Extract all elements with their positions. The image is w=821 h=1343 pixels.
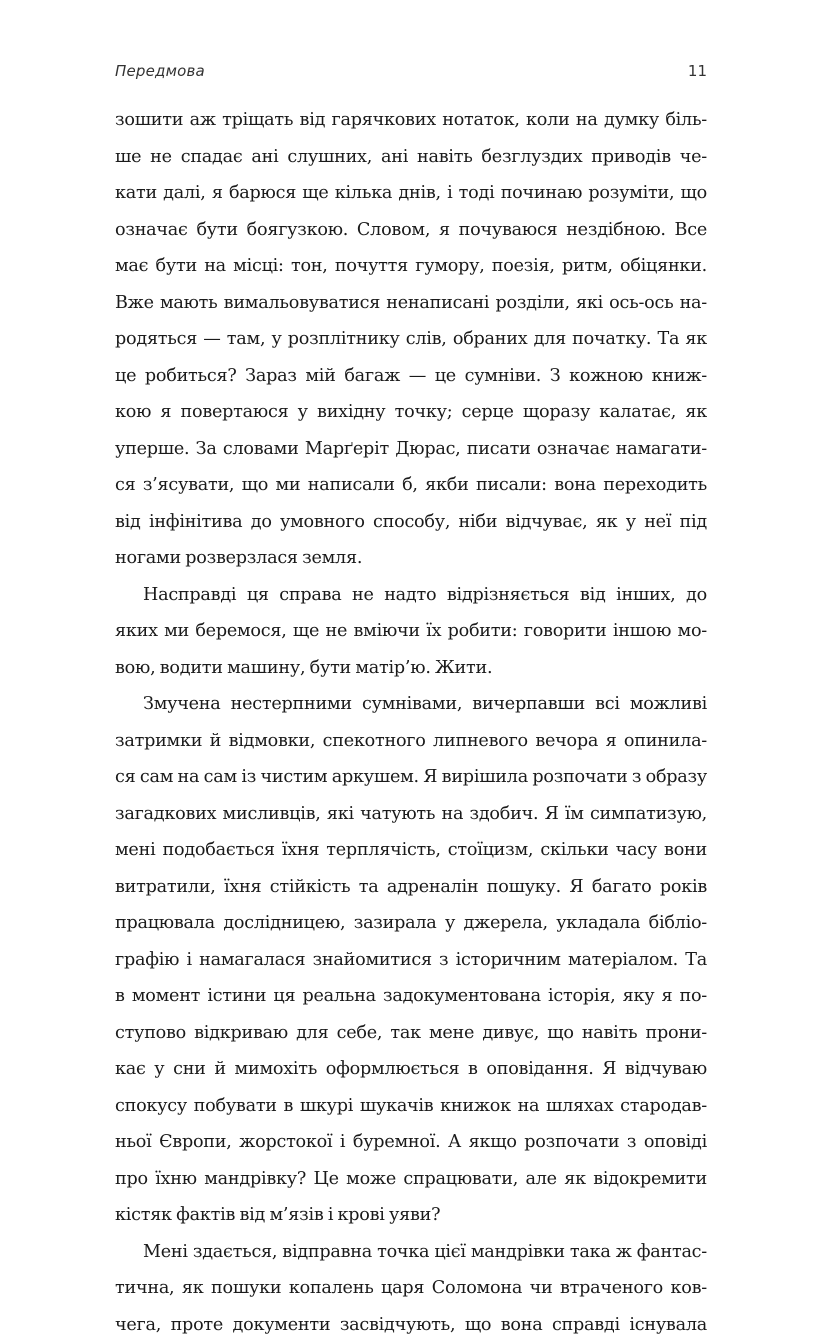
- text-line: ся сам на сам із чистим аркушем. Я вирішила розпочати з образу: [115, 759, 707, 796]
- body-text: [115, 102, 707, 1343]
- text-line: Вже мають вимальовуватися ненаписані розділи, які ось-ось на-: [115, 285, 707, 322]
- text-line: Змучена нестерпними сумнівами, вичерпавши всі можливі: [115, 686, 707, 723]
- paragraph: [115, 577, 707, 687]
- text-line: загадкових мисливців, які чатують на здобич. Я їм симпатизую,: [115, 796, 707, 833]
- text-line: яких ми беремося, ще не вміючи їх робити: говорити іншою мо-: [115, 613, 707, 650]
- text-line: ше не спадає ані слушних, ані навіть безглуздих приводів че-: [115, 139, 707, 176]
- text-line: ньої Європи, жорстокої і буремної. А якщо розпочати з оповіді: [115, 1124, 707, 1161]
- text-line: родяться — там, у розплітнику слів, обраних для початку. Та як: [115, 321, 707, 358]
- paragraph: [115, 1234, 707, 1343]
- text-line: витратили, їхня стійкість та адреналін пошуку. Я багато років: [115, 869, 707, 906]
- text-line: мені подобається їхня терплячість, стоїцизм, скільки часу вони: [115, 832, 707, 869]
- text-line: уперше. За словами Марґеріт Дюрас, писати означає намагати-: [115, 431, 707, 468]
- text-line: ся з’ясувати, що ми написали б, якби писали: вона переходить: [115, 467, 707, 504]
- text-line: ступово відкриваю для себе, так мене дивує, що навіть прони-: [115, 1015, 707, 1052]
- text-line: кати далі, я барюся ще кілька днів, і тоді починаю розуміти, що: [115, 175, 707, 212]
- text-line: від інфінітива до умовного способу, ніби відчуває, як у неї під: [115, 504, 707, 541]
- text-line: графію і намагалася знайомитися з історичним матеріалом. Та: [115, 942, 707, 979]
- page-number: 11: [688, 62, 707, 80]
- text-line: ногами розверзлася земля.: [115, 540, 707, 577]
- text-line: це робиться? Зараз мій багаж — це сумніви. З кожною книж-: [115, 358, 707, 395]
- text-line: кістяк фактів від м’язів і крові уяви?: [115, 1197, 707, 1234]
- text-line: зошити аж тріщать від гарячкових нотаток, коли на думку біль-: [115, 102, 707, 139]
- text-line: Насправді ця справа не надто відрізняється від інших, до: [115, 577, 707, 614]
- running-head: Передмова: [115, 62, 205, 80]
- text-line: спокусу побувати в шкурі шукачів книжок на шляхах стародав-: [115, 1088, 707, 1125]
- text-line: чега, проте документи засвідчують, що вона справді існувала: [115, 1307, 707, 1343]
- text-line: затримки й відмовки, спекотного липневого вечора я опинила-: [115, 723, 707, 760]
- text-line: працювала дослідницею, зазирала у джерела, укладала бібліо-: [115, 905, 707, 942]
- text-line: в момент істини ця реальна задокументована історія, яку я по-: [115, 978, 707, 1015]
- text-line: Мені здається, відправна точка цієї мандрівки така ж фантас-: [115, 1234, 707, 1271]
- paragraph: [115, 102, 707, 577]
- text-line: означає бути боягузкою. Словом, я почуваюся нездібною. Все: [115, 212, 707, 249]
- text-line: має бути на місці: тон, почуття гумору, поезія, ритм, обіцянки.: [115, 248, 707, 285]
- text-line: кою я повертаюся у вихідну точку; серце щоразу калатає, як: [115, 394, 707, 431]
- text-line: кає у сни й мимохіть оформлюється в оповідання. Я відчуваю: [115, 1051, 707, 1088]
- text-line: вою, водити машину, бути матір’ю. Жити.: [115, 650, 707, 687]
- text-line: тична, як пошуки копалень царя Соломона чи втраченого ков-: [115, 1270, 707, 1307]
- text-line: про їхню мандрівку? Це може спрацювати, але як відокремити: [115, 1161, 707, 1198]
- paragraph: [115, 686, 707, 1234]
